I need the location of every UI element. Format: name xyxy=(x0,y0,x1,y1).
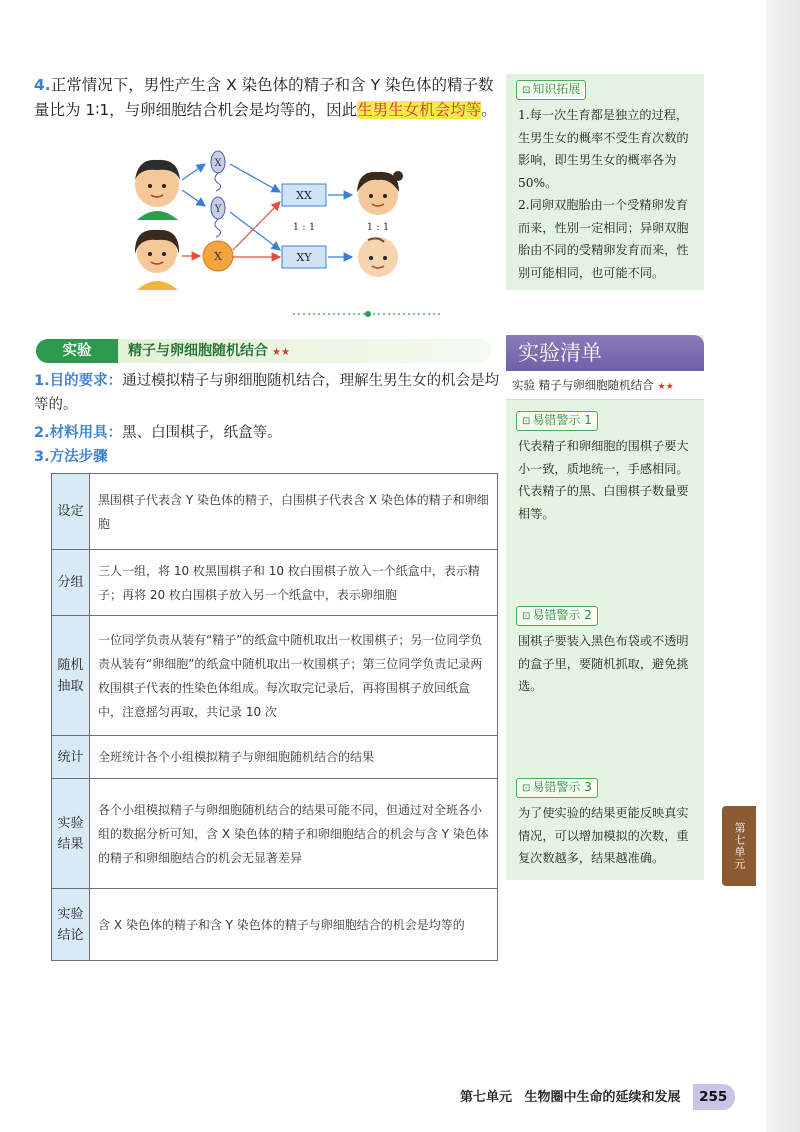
warning-1-icon: ⊡ xyxy=(522,416,531,427)
point-4-paragraph xyxy=(34,73,502,123)
table-row xyxy=(52,736,498,779)
egg-icon xyxy=(203,241,233,271)
point-4-text: 正常情况下，男性产生含 X 染色体的精子和含 Y 染色体的精子数量比为 1∶1，与卵细胞结合机会是均等的，因此 xyxy=(34,76,494,119)
footer-title: 生物圈中生命的延续和发展 xyxy=(524,1090,681,1105)
ratio-right: 1 : 1 xyxy=(366,222,390,233)
table-cell: 黑围棋子代表含 Y 染色体的精子，白围棋子代表含 X 染色体的精子和卵细胞 xyxy=(90,474,498,550)
page-number: 255 xyxy=(693,1084,735,1110)
table-row xyxy=(52,889,498,961)
item-materials-text: 黑、白围棋子，纸盒等。 xyxy=(122,425,282,441)
page-edge xyxy=(766,0,800,1132)
xx-label: XX xyxy=(296,189,312,202)
item-purpose xyxy=(34,369,504,417)
dotted-divider xyxy=(293,308,443,320)
knowledge-point-1: 1.每一次生育都是独立的过程，生男生女的概率不受生育次数的影响，即生男生女的概率各为 50%。 xyxy=(518,108,689,190)
experiment-header xyxy=(36,339,492,363)
egg-label: X xyxy=(214,250,222,263)
table-label: 分组 xyxy=(52,550,90,616)
knowledge-point-2: 2.同卵双胞胎由一个受精卵发育而来，性别一定相同；异卵双胞胎由不同的受精卵发育而来，性别可能相同，也可能不同。 xyxy=(518,198,689,280)
checklist-sub-title: 精子与卵细胞随机结合 xyxy=(538,378,654,392)
experiment-checklist xyxy=(506,335,704,880)
item-materials xyxy=(34,421,504,445)
experiment-title xyxy=(128,339,290,365)
checklist-subtitle xyxy=(506,371,704,400)
sex-determination-diagram xyxy=(120,150,510,290)
warning-3-icon: ⊡ xyxy=(522,783,531,794)
warning-2-tag xyxy=(516,606,598,626)
knowledge-tag xyxy=(516,80,586,100)
warning-3 xyxy=(506,772,704,870)
ratio-left: 1 : 1 xyxy=(292,222,316,233)
table-label: 随机抽取 xyxy=(52,616,90,736)
boy-icon xyxy=(358,237,398,277)
warning-1-tag xyxy=(516,411,598,431)
sperm-y-label: Y xyxy=(214,204,222,215)
knowledge-tag-icon: ⊡ xyxy=(522,85,531,96)
warning-2-text: 围棋子要装入黑色布袋或不透明的盒子里，要随机抓取，避免挑选。 xyxy=(518,634,689,693)
mother-icon xyxy=(135,230,179,290)
table-row xyxy=(52,616,498,736)
point-4-highlight: 生男生女机会均等 xyxy=(357,101,482,119)
page-footer xyxy=(460,1084,735,1110)
chapter-side-tab: 第七单元 xyxy=(722,806,756,886)
table-label: 设定 xyxy=(52,474,90,550)
table-row xyxy=(52,550,498,616)
knowledge-expansion-box xyxy=(506,74,704,290)
difficulty-stars: ★★ xyxy=(272,347,290,358)
footer-unit: 第七单元 xyxy=(460,1090,513,1105)
method-table xyxy=(51,473,498,961)
checklist-stars: ★★ xyxy=(657,382,674,392)
item-purpose-head: 1.目的要求： xyxy=(34,373,123,389)
table-cell: 全班统计各个小组模拟精子与卵细胞随机结合的结果 xyxy=(90,736,498,779)
point-4-end: 。 xyxy=(481,101,497,119)
warning-1 xyxy=(506,405,704,525)
table-cell: 一位同学负责从装有“精子”的纸盒中随机取出一枚围棋子；另一位同学负责从装有“卵细胞”的纸盒中随机取出一枚围棋子；第三位同学负责记录两枚围棋子代表的性染色体组成。每次取完记录后，再将围棋子放回纸盒中，注意摇匀再取，共记录 10 次 xyxy=(90,616,498,736)
table-label: 实验结果 xyxy=(52,779,90,889)
table-label: 统计 xyxy=(52,736,90,779)
checklist-title: 实验清单 xyxy=(506,335,704,371)
table-cell: 含 X 染色体的精子和含 Y 染色体的精子与卵细胞结合的机会是均等的 xyxy=(90,889,498,961)
item-methods xyxy=(34,445,504,469)
sperm-y-icon xyxy=(211,197,225,237)
warning-1-text: 代表精子和卵细胞的围棋子要大小一致，质地统一，手感相同。代表精子的黑、白围棋子数量要相等。 xyxy=(518,439,689,521)
warning-3-tag xyxy=(516,778,598,798)
girl-icon xyxy=(357,171,403,215)
checklist-sub-tag: 实验 xyxy=(512,378,535,392)
item-purpose-text: 通过模拟精子与卵细胞随机结合，理解生男生女的机会是均等的。 xyxy=(34,373,500,413)
warning-2 xyxy=(506,600,704,698)
warning-3-label: 易错警示 3 xyxy=(532,780,592,794)
knowledge-tag-label: 知识拓展 xyxy=(532,82,581,96)
sperm-x-label: X xyxy=(214,158,222,169)
xy-label: XY xyxy=(296,251,312,264)
experiment-title-text: 精子与卵细胞随机结合 xyxy=(128,343,268,359)
experiment-tag: 实验 xyxy=(36,339,118,363)
warning-2-label: 易错警示 2 xyxy=(532,608,592,622)
table-cell: 各个小组模拟精子与卵细胞随机结合的结果可能不同，但通过对全班各小组的数据分析可知，含 X 染色体的精子和卵细胞结合的机会与含 Y 染色体的精子和卵细胞结合的机会无显著差异 xyxy=(90,779,498,889)
sperm-x-icon xyxy=(211,151,225,191)
father-icon xyxy=(135,160,180,220)
table-row xyxy=(52,779,498,889)
point-4-number: 4. xyxy=(34,76,51,94)
warning-3-text: 为了使实验的结果更能反映真实情况，可以增加模拟的次数，重复次数越多，结果越准确。 xyxy=(518,806,689,865)
item-methods-head: 3.方法步骤 xyxy=(34,449,108,465)
warning-1-label: 易错警示 1 xyxy=(532,413,592,427)
table-label: 实验结论 xyxy=(52,889,90,961)
table-row xyxy=(52,474,498,550)
warning-2-icon: ⊡ xyxy=(522,611,531,622)
item-materials-head: 2.材料用具： xyxy=(34,425,123,441)
table-cell: 三人一组，将 10 枚黑围棋子和 10 枚白围棋子放入一个纸盒中，表示精子；再将 20 枚白围棋子放入另一个纸盒中，表示卵细胞 xyxy=(90,550,498,616)
